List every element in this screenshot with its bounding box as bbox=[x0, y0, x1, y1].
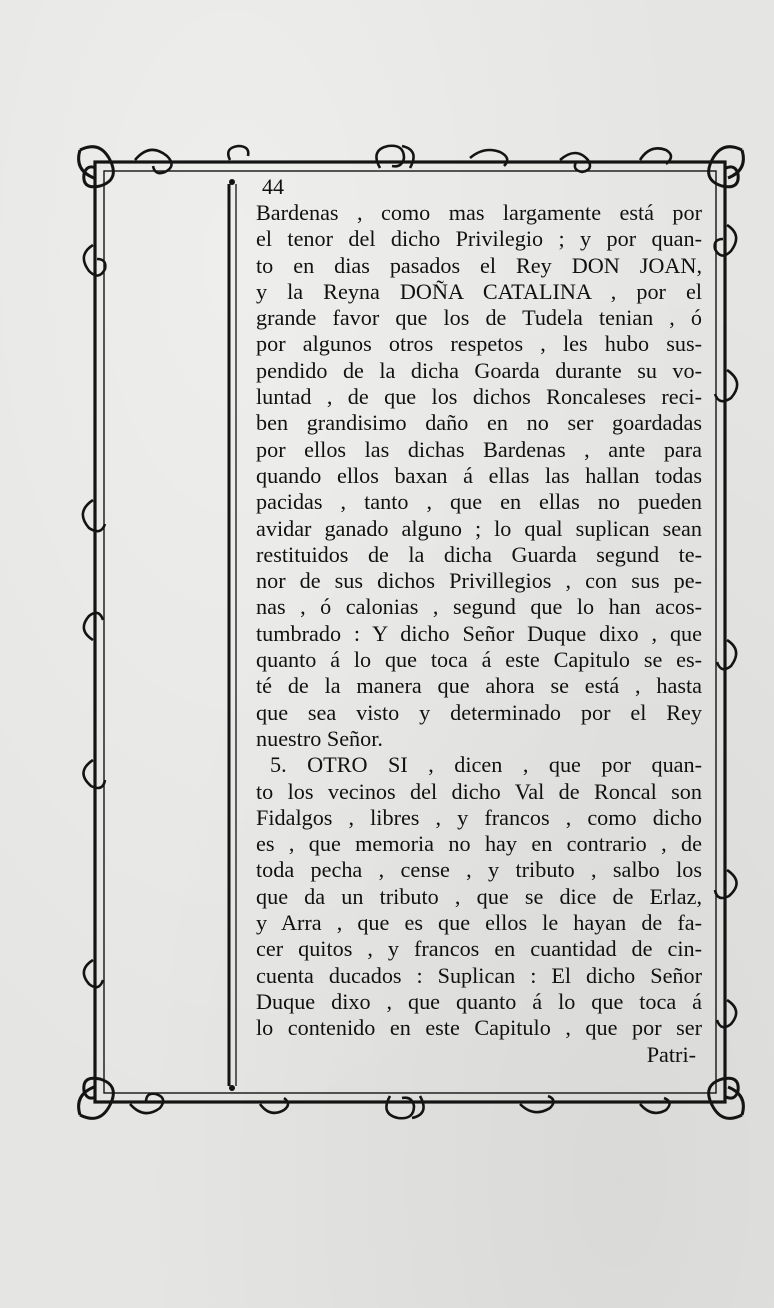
text-line: por ellos las dichas Bardenas , ante para bbox=[256, 436, 702, 462]
text-line: cer quitos , y francos en cuantidad de cin- bbox=[256, 936, 702, 962]
text-line: ben grandisimo daño en no ser goardadas bbox=[256, 410, 702, 436]
text-line: por algunos otros respetos , les hubo sus- bbox=[256, 331, 702, 357]
text-line: lo contenido en este Capitulo , que por ser bbox=[256, 1015, 702, 1041]
text-line: Fidalgos , libres , y francos , como dicho bbox=[256, 804, 702, 830]
corner-ornament-bottom-left bbox=[80, 1078, 113, 1118]
text-line: toda pecha , cense , y tributo , salbo los bbox=[256, 857, 702, 883]
text-line: Duque dixo , que quanto á lo que toca á bbox=[256, 988, 702, 1014]
catchword: Patri- bbox=[646, 1041, 696, 1067]
text-block bbox=[256, 174, 702, 1068]
text-line: luntad , de que los dichos Roncaleses reci- bbox=[256, 384, 702, 410]
text-line: pendido de la dicha Goarda durante su vo- bbox=[256, 357, 702, 383]
column-rule-top-finial bbox=[229, 179, 235, 185]
text-line: to los vecinos del dicho Val de Roncal son bbox=[256, 778, 702, 804]
text-line: tumbrado : Y dicho Señor Duque dixo , que bbox=[256, 620, 702, 646]
text-line: pacidas , tanto , que en ellas no pueden bbox=[256, 489, 702, 515]
text-line: y la Reyna DOÑA CATALINA , por el bbox=[256, 278, 702, 304]
text-line: avidar ganado alguno ; lo qual suplican sean bbox=[256, 515, 702, 541]
section-heading-line: 5. OTRO SI , dicen , que por quan- bbox=[270, 752, 702, 778]
text-line: nas , ó calonias , segund que lo han acos- bbox=[256, 594, 702, 620]
text-line: y Arra , que es que ellos le hayan de fa- bbox=[256, 910, 702, 936]
text-line: Bardenas , como mas largamente está por bbox=[256, 200, 702, 225]
text-line: quando ellos baxan á ellas las hallan todas bbox=[256, 462, 702, 488]
text-line: el tenor del dicho Privilegio ; y por quan- bbox=[256, 226, 702, 252]
text-line: grande favor que los de Tudela tenian , ó bbox=[256, 305, 702, 331]
page-number: 44 bbox=[262, 174, 284, 199]
text-line: restituidos de la dicha Guarda segund te- bbox=[256, 541, 702, 567]
text-line: té de la manera que ahora se está , hasta bbox=[256, 673, 702, 699]
bottom-edge-ornaments bbox=[130, 1094, 670, 1119]
corner-ornament-top-left bbox=[80, 147, 113, 187]
top-edge-ornaments bbox=[135, 146, 671, 173]
text-line: nuestro Señor. bbox=[256, 725, 383, 751]
text-line: to en dias pasados el Rey DON JOAN, bbox=[256, 252, 702, 278]
text-line: que da un tributo , que se dice de Erlaz, bbox=[256, 883, 702, 909]
text-line: que sea visto y determinado por el Rey bbox=[256, 699, 702, 725]
text-line: quanto á lo que toca á este Capitulo se es- bbox=[256, 647, 702, 673]
text-line: cuenta ducados : Suplican : El dicho Señor bbox=[256, 962, 702, 988]
text-line: nor de sus dichos Privillegios , con sus pe- bbox=[256, 568, 702, 594]
column-rule-bottom-finial bbox=[229, 1085, 235, 1091]
text-line: es , que memoria no hay en contrario , de bbox=[256, 831, 702, 857]
